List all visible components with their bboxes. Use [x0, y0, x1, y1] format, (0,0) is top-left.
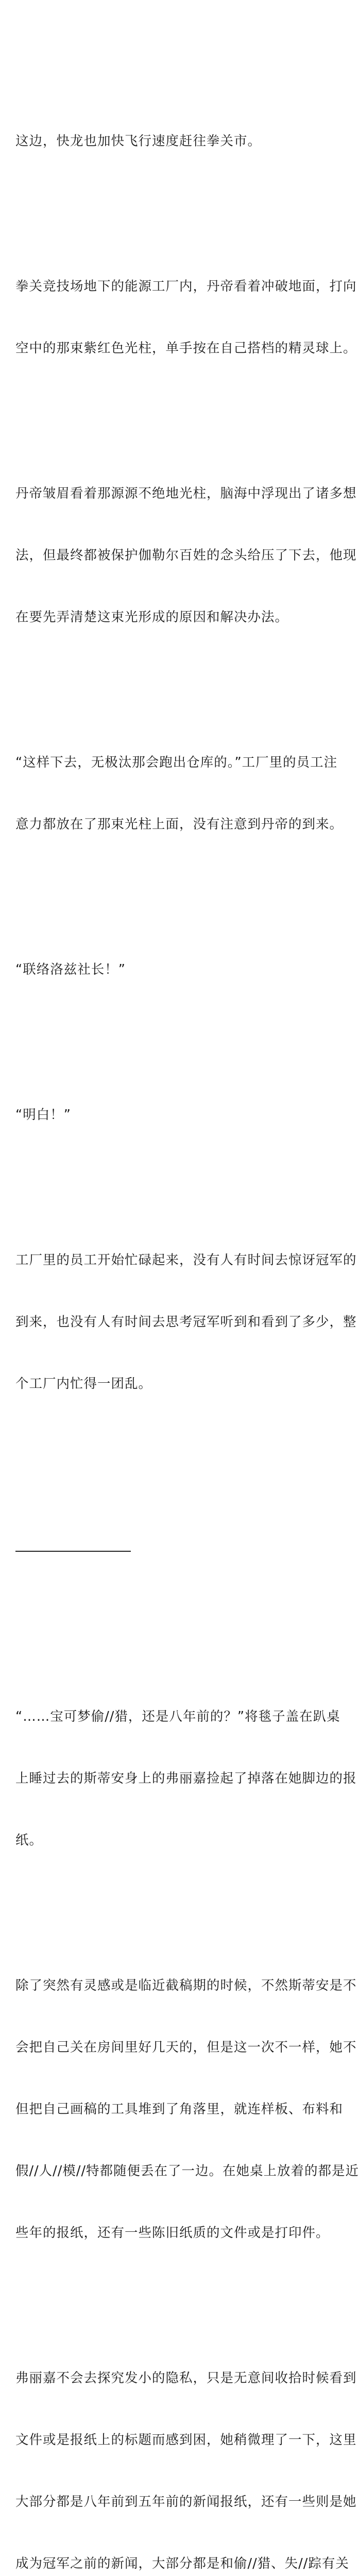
text-line: 空中的那束紫红色光柱，单手按在自己搭档的精灵球上。	[15, 338, 324, 359]
text-line: 工厂里的员工开始忙碌起来，没有人有时间去惊讶冠军的	[15, 1250, 324, 1270]
section-after-divider	[15, 1624, 324, 2576]
section-before-divider	[15, 48, 324, 1478]
text-line: 但把自己画稿的工具堆到了角落里，就连样板、布料和	[15, 2099, 324, 2120]
text-line: 拳关竞技场地下的能源工厂内，丹帝看着冲破地面，打向	[15, 276, 324, 297]
text-line: 丹帝皱眉看着那源源不绝地光柱，脑海中浮现出了诸多想	[15, 483, 324, 504]
paragraph	[15, 235, 324, 400]
text-line: 这边，快龙也加快飞行速度赶往拳关市。	[15, 131, 324, 151]
text-line: 弗丽嘉不会去探究发小的隐私，只是无意间收拾时候看到	[15, 2368, 324, 2388]
text-line: 些年的报纸，还有一些陈旧纸质的文件或是打印件。	[15, 2223, 324, 2243]
text-line: 纸。	[15, 1830, 324, 1851]
text-line: “联络洛兹社长！”	[15, 959, 324, 980]
text-line: 成为冠军之前的新闻，大部分都是和偷//猎、失//踪有关	[15, 2553, 324, 2574]
paragraph	[15, 442, 324, 669]
section-divider	[15, 1551, 131, 1552]
paragraph	[15, 1665, 324, 1892]
paragraph	[15, 2327, 324, 2576]
paragraph	[15, 1063, 324, 1166]
text-line: “明白！”	[15, 1105, 324, 1125]
text-line: 上睡过去的斯蒂安身上的弗丽嘉捡起了掉落在她脚边的报	[15, 1768, 324, 1789]
paragraph	[15, 1209, 324, 1435]
text-line: “这样下去，无极汰那会跑出仓库的。”工厂里的员工注	[15, 752, 324, 773]
text-line: 意力都放在了那束光柱上面，没有注意到丹帝的到来。	[15, 814, 324, 835]
document-page	[0, 0, 330, 624]
text-line: 个工厂内忙得一团乱。	[15, 1374, 324, 1394]
text-line: 会把自己关在房间里好几天的，但是这一次不一样，她不	[15, 2037, 324, 2058]
paragraph	[15, 918, 324, 1021]
paragraph	[15, 1934, 324, 2284]
paragraph	[15, 90, 324, 193]
text-line: 除了突然有灵感或是临近截稿期的时候，不然斯蒂安是不	[15, 1975, 324, 1996]
text-line: 假//人//模//特都随便丢在了一边。在她桌上放着的都是近	[15, 2161, 324, 2181]
text-line: 大部分都是八年前到五年前的新闻报纸，还有一些则是她	[15, 2492, 324, 2512]
text-line: 法，但最终都被保护伽勒尔百姓的念头给压了下去，他现	[15, 545, 324, 566]
text-line: “……宝可梦偷//猎，还是八年前的？”将毯子盖在趴桌	[15, 1706, 324, 1727]
paragraph	[15, 711, 324, 876]
article-body	[15, 7, 324, 2576]
text-line: 文件或是报纸上的标题而感到困，她稍微理了一下，这里	[15, 2430, 324, 2450]
text-line: 在要先弄清楚这束光形成的原因和解决办法。	[15, 607, 324, 628]
text-line: 到来，也没有人有时间去思考冠军听到和看到了多少，整	[15, 1312, 324, 1332]
